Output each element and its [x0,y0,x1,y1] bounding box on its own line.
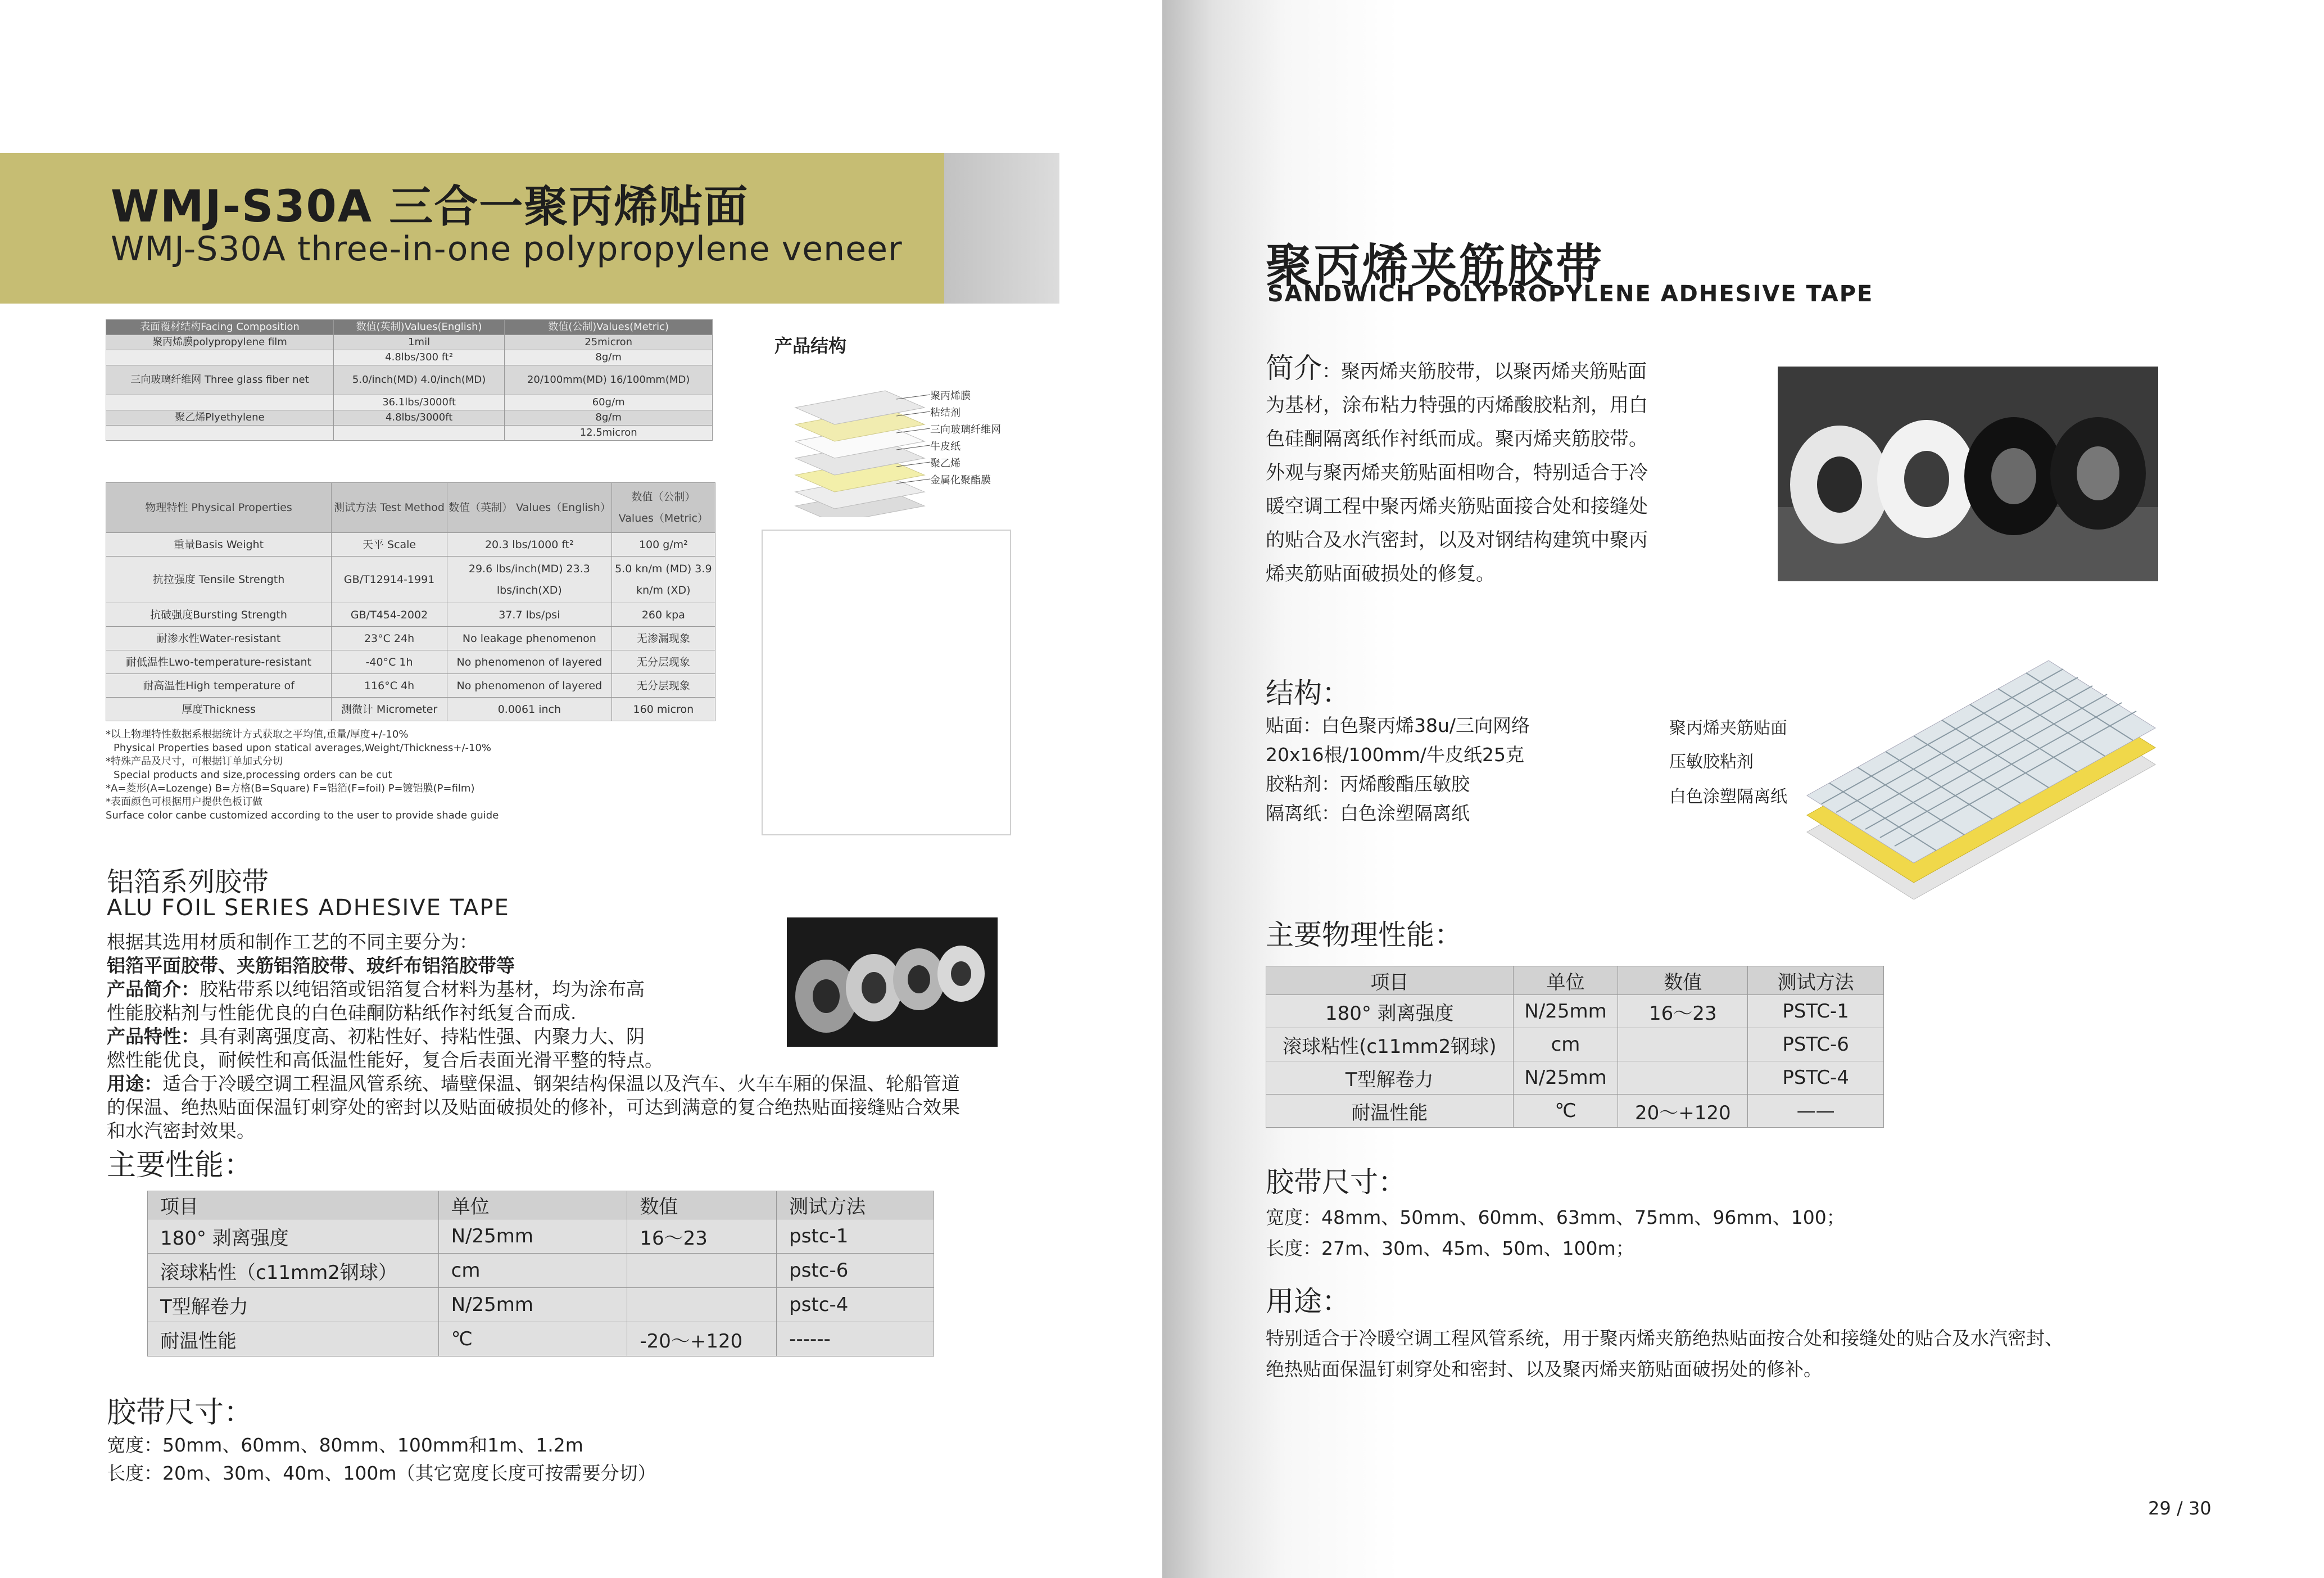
legend-item: 金属化聚酯膜 [930,474,991,486]
structure-line: 20x16根/100mm/牛皮纸25克 [1266,744,1525,766]
legend-item: 三向玻璃纤维网 [930,424,1001,436]
right-subtitle: SANDWICH POLYPROPYLENE ADHESIVE TAPE [1267,281,1874,307]
table-cell: 耐低温性Lwo-temperature-resistant [106,650,332,674]
alu-line: 的保温、绝热贴面保温钉刺穿处的密封以及贴面破损处的修补，可达到满意的复合绝热贴面接缝贴合效果 [107,1096,960,1118]
table-cell: 60g/m [505,395,713,410]
table-cell: 116°C 4h [332,674,447,698]
table-cell [1618,1028,1748,1061]
composition-table [106,319,713,441]
table-row [148,1322,934,1357]
table-header: 数值（公制） Values（Metric） [611,483,715,533]
alu-line-bold: 铝箔平面胶带、夹筋铝箔胶带、玻纤布铝箔胶带等 [107,955,515,976]
note-line: Special products and size,processing orders can be cut [114,769,392,781]
table-cell: 12.5micron [505,426,713,441]
table-cell [106,350,334,365]
intro-line: 的贴合及水汽密封，以及对钢结构建筑中聚丙 [1266,529,1648,551]
note-line: *表面颜色可根据用户提供色板订做 [106,796,262,808]
table-cell: GB/T12914-1991 [332,557,447,603]
alu-line: 和水汽密封效果。 [107,1120,255,1142]
table-row [1266,1061,1884,1095]
table-cell: 8g/m [505,410,713,426]
table-row [106,603,715,627]
table-row [106,533,715,557]
perf-title: 主要性能： [107,1149,253,1182]
intro-line: ：聚丙烯夹筋胶带，以聚丙烯夹筋贴面 [1322,360,1647,383]
legend-item: 聚乙烯 [930,458,961,469]
intro-label: 简介 [1266,352,1322,385]
table-cell: 测微计 Micrometer [332,698,447,721]
size-width: 宽度：50mm、60mm、80mm、100mm和1m、1.2m [107,1434,583,1456]
intro-line: 为基材，涂布粘力特强的丙烯酸胶粘剂，用白 [1266,394,1648,417]
table-cell: PSTC-6 [1748,1028,1884,1061]
alu-line: 胶粘带系以纯铝箔或铝箔复合材料为基材，均为涂布高 [200,978,645,1000]
table-cell: 0.0061 inch [447,698,612,721]
alu-title-en: ALU FOIL SERIES ADHESIVE TAPE [107,895,510,921]
table-cell [333,426,504,441]
table-row [106,650,715,674]
table-cell: 聚乙烯Plyethylene [106,410,334,426]
table-cell: 滚球粘性(c11mm2钢球) [1266,1028,1514,1061]
table-cell: —— [1748,1095,1884,1128]
table-cell: 36.1lbs/3000ft [333,395,504,410]
table-cell [106,426,334,441]
table-cell: 37.7 lbs/psi [447,603,612,627]
alu-line: 具有剥离强度高、初粘性好、持粘性强、内聚力大、阴 [200,1025,645,1047]
table-cell: No leakage phenomenon [447,627,612,650]
structure-text [1266,711,1530,828]
table-cell: N/25mm [1513,1061,1618,1095]
table-row [1266,1095,1884,1128]
left-title: WMJ-S30A 三合一聚丙烯贴面 [111,182,749,232]
table-row [106,674,715,698]
table-cell: GB/T454-2002 [332,603,447,627]
use-title: 用途： [1266,1285,1350,1318]
table-header: 物理特性 Physical Properties [106,483,332,533]
tape-rolls-photo [1778,367,2158,581]
table-cell: 23°C 24h [332,627,447,650]
legend-item: 粘结剂 [930,407,961,419]
note-line: Physical Properties based upon statical averages,Weight/Thickness+/-10% [114,742,492,754]
table-cell [106,395,334,410]
phys-table [1266,966,1884,1128]
table-cell: 20/100mm(MD) 16/100mm(MD) [505,365,713,395]
table-header: 单位 [1513,966,1618,995]
alu-line: 燃性能优良，耐候性和高低温性能好，复合后表面光滑平整的特点。 [107,1049,663,1071]
intro-line: 烯夹筋贴面破损处的修复。 [1266,563,1495,585]
table-cell: 16～23 [1618,995,1748,1028]
table-notes [106,728,752,822]
table-cell [627,1288,777,1322]
layer-diagram [1801,652,2161,899]
right-size-title: 胶带尺寸： [1266,1166,1406,1199]
table-cell: 耐渗水性Water-resistant [106,627,332,650]
alu-tape-photo [787,917,998,1047]
table-row [148,1219,934,1254]
table-cell: 抗拉强度 Tensile Strength [106,557,332,603]
title-banner-end [944,153,1059,304]
table-cell: -40°C 1h [332,650,447,674]
table-cell: 20.3 lbs/1000 ft² [447,533,612,557]
structure-diagram [784,365,1020,517]
alu-use-label: 用途： [107,1073,162,1095]
table-cell: cm [438,1254,627,1288]
table-row [106,395,713,410]
table-row [148,1254,934,1288]
table-cell: 4.8lbs/300 ft² [333,350,504,365]
table-header: 测试方法 Test Method [332,483,447,533]
table-cell: 聚丙烯膜polypropylene film [106,335,334,350]
table-cell: 29.6 lbs/inch(MD) 23.3 lbs/inch(XD) [447,557,612,603]
table-header: 测试方法 [1748,966,1884,995]
right-size-width: 宽度：48mm、50mm、60mm、63mm、75mm、96mm、100； [1266,1206,1845,1228]
table-cell: ------ [777,1322,934,1357]
note-line: Surface color canbe customized according to the user to provide shade guide [106,810,499,821]
table-header: 数值(公制)Values(Metric) [505,320,713,335]
size-length: 长度：20m、30m、40m、100m（其它宽度长度可按需要分切） [107,1462,656,1484]
table-header-row [1266,966,1884,995]
table-row [106,627,715,650]
structure-line: 贴面：白色聚丙烯38u/三向网络 [1266,715,1530,736]
table-cell: 8g/m [505,350,713,365]
table-row [1266,1028,1884,1061]
table-cell [627,1254,777,1288]
note-line: *A=菱形(A=Lozenge) B=方格(B=Square) F=铝箔(F=foil) P=镀铝膜(P=film) [106,783,475,794]
table-cell: pstc-6 [777,1254,934,1288]
alu-intro-label: 产品简介： [107,978,200,1000]
table-cell: 5.0 kn/m (MD) 3.9 kn/m (XD) [611,557,715,603]
size-title: 胶带尺寸： [107,1396,253,1430]
table-row [106,365,713,395]
table-cell: ℃ [1513,1095,1618,1128]
intro-text [1266,351,1715,591]
note-line: *以上物理特性数据系根据统计方式获取之平均值,重量/厚度+/-10% [106,729,409,740]
alu-line: 适合于冷暖空调工程温风管系统、墙壁保温、钢架结构保温以及汽车、火车车厢的保温、轮船管道 [162,1073,960,1095]
table-cell: 20～+120 [1618,1095,1748,1128]
table-cell: 100 g/m² [611,533,715,557]
table-cell: pstc-1 [777,1219,934,1254]
table-cell: N/25mm [438,1288,627,1322]
table-cell: N/25mm [438,1219,627,1254]
blank-image-box [762,530,1011,835]
layer-label: 压敏胶粘剂 [1669,752,1754,772]
left-subtitle: WMJ-S30A three-in-one polypropylene veneer [111,229,903,269]
table-cell: 180° 剥离强度 [1266,995,1514,1028]
legend-item: 聚丙烯膜 [930,390,971,402]
structure-label: 产品结构 [774,335,847,356]
table-cell: 160 micron [611,698,715,721]
table-cell: PSTC-4 [1748,1061,1884,1095]
alu-feature-label: 产品特性： [107,1025,200,1047]
table-cell: 重量Basis Weight [106,533,332,557]
table-cell: 耐温性能 [148,1322,439,1357]
table-cell: 无分层现象 [611,674,715,698]
table-row [106,335,713,350]
table-cell: PSTC-1 [1748,995,1884,1028]
table-header: 项目 [1266,966,1514,995]
table-cell: T型解卷力 [148,1288,439,1322]
table-cell: 天平 Scale [332,533,447,557]
table-header: 数值(英制)Values(English) [333,320,504,335]
physical-properties-table [106,482,715,721]
intro-line: 外观与聚丙烯夹筋贴面相吻合，特别适合于冷 [1266,462,1648,484]
table-cell: 滚球粘性（c11mm2钢球） [148,1254,439,1288]
use-line: 绝热贴面保温钉刺穿处和密封、以及聚丙烯夹筋贴面破拐处的修补。 [1266,1358,1822,1380]
table-cell: cm [1513,1028,1618,1061]
layer-label: 白色涂塑隔离纸 [1669,787,1787,807]
table-cell: 1mil [333,335,504,350]
use-line: 特别适合于冷暖空调工程风管系统，用于聚丙烯夹筋绝热贴面按合处和接缝处的贴合及水汽密封、 [1266,1327,2063,1349]
table-header-row [106,320,713,335]
table-header: 项目 [148,1191,439,1219]
table-header: 数值（英制） Values（English） [447,483,612,533]
table-cell: 16～23 [627,1219,777,1254]
table-cell: 25micron [505,335,713,350]
table-cell: 180° 剥离强度 [148,1219,439,1254]
table-cell: 耐高温性High temperature of [106,674,332,698]
table-header-row [106,483,715,533]
table-cell: T型解卷力 [1266,1061,1514,1095]
table-header-row [148,1191,934,1219]
table-cell: No phenomenon of layered [447,650,612,674]
table-row [106,557,715,603]
right-title: 聚丙烯夹筋胶带 [1266,239,1605,293]
table-cell: pstc-4 [777,1288,934,1322]
table-row [106,350,713,365]
table-row [106,698,715,721]
table-header: 表面覆材结构Facing Composition [106,320,334,335]
table-cell: N/25mm [1513,995,1618,1028]
table-row [106,410,713,426]
layer-label: 聚丙烯夹筋贴面 [1669,718,1787,738]
table-row [148,1288,934,1322]
table-row [106,426,713,441]
table-header: 数值 [627,1191,777,1219]
table-cell [1618,1061,1748,1095]
table-header: 单位 [438,1191,627,1219]
table-cell: 260 kpa [611,603,715,627]
right-size-length: 长度：27m、30m、45m、50m、100m； [1266,1237,1634,1259]
table-cell: 无渗漏现象 [611,627,715,650]
structure-title: 结构： [1266,677,1350,709]
page-number: 29 / 30 [2148,1498,2212,1519]
intro-line: 色硅酮隔离纸作衬纸而成。聚丙烯夹筋胶带。 [1266,428,1648,450]
table-cell: 三向玻璃纤维网 Three glass fiber net [106,365,334,395]
structure-line: 隔离纸：白色涂塑隔离纸 [1266,802,1470,824]
alu-line: 性能胶粘剂与性能优良的白色硅酮防粘纸作衬纸复合而成. [107,1002,577,1024]
table-cell: 耐温性能 [1266,1095,1514,1128]
table-cell: 4.8lbs/3000ft [333,410,504,426]
perf-table [147,1191,934,1357]
table-cell: 厚度Thickness [106,698,332,721]
structure-line: 胶粘剂：丙烯酸酯压敏胶 [1266,773,1470,795]
table-header: 数值 [1618,966,1748,995]
table-row [1266,995,1884,1028]
intro-line: 暖空调工程中聚丙烯夹筋贴面接合处和接缝处 [1266,495,1648,518]
alu-line: 根据其选用材质和制作工艺的不同主要分为： [107,931,478,953]
table-cell: ℃ [438,1322,627,1357]
table-cell: 5.0/inch(MD) 4.0/inch(MD) [333,365,504,395]
note-line: *特殊产品及尺寸，可根据订单加式分切 [106,756,283,767]
alu-title-cn: 铝箔系列胶带 [107,866,269,898]
table-cell: 无分层现象 [611,650,715,674]
phys-title: 主要物理性能： [1266,919,1462,951]
table-cell: -20～+120 [627,1322,777,1357]
legend-item: 牛皮纸 [930,441,961,453]
table-cell: 抗破强度Bursting Strength [106,603,332,627]
table-cell: No phenomenon of layered [447,674,612,698]
table-header: 测试方法 [777,1191,934,1219]
